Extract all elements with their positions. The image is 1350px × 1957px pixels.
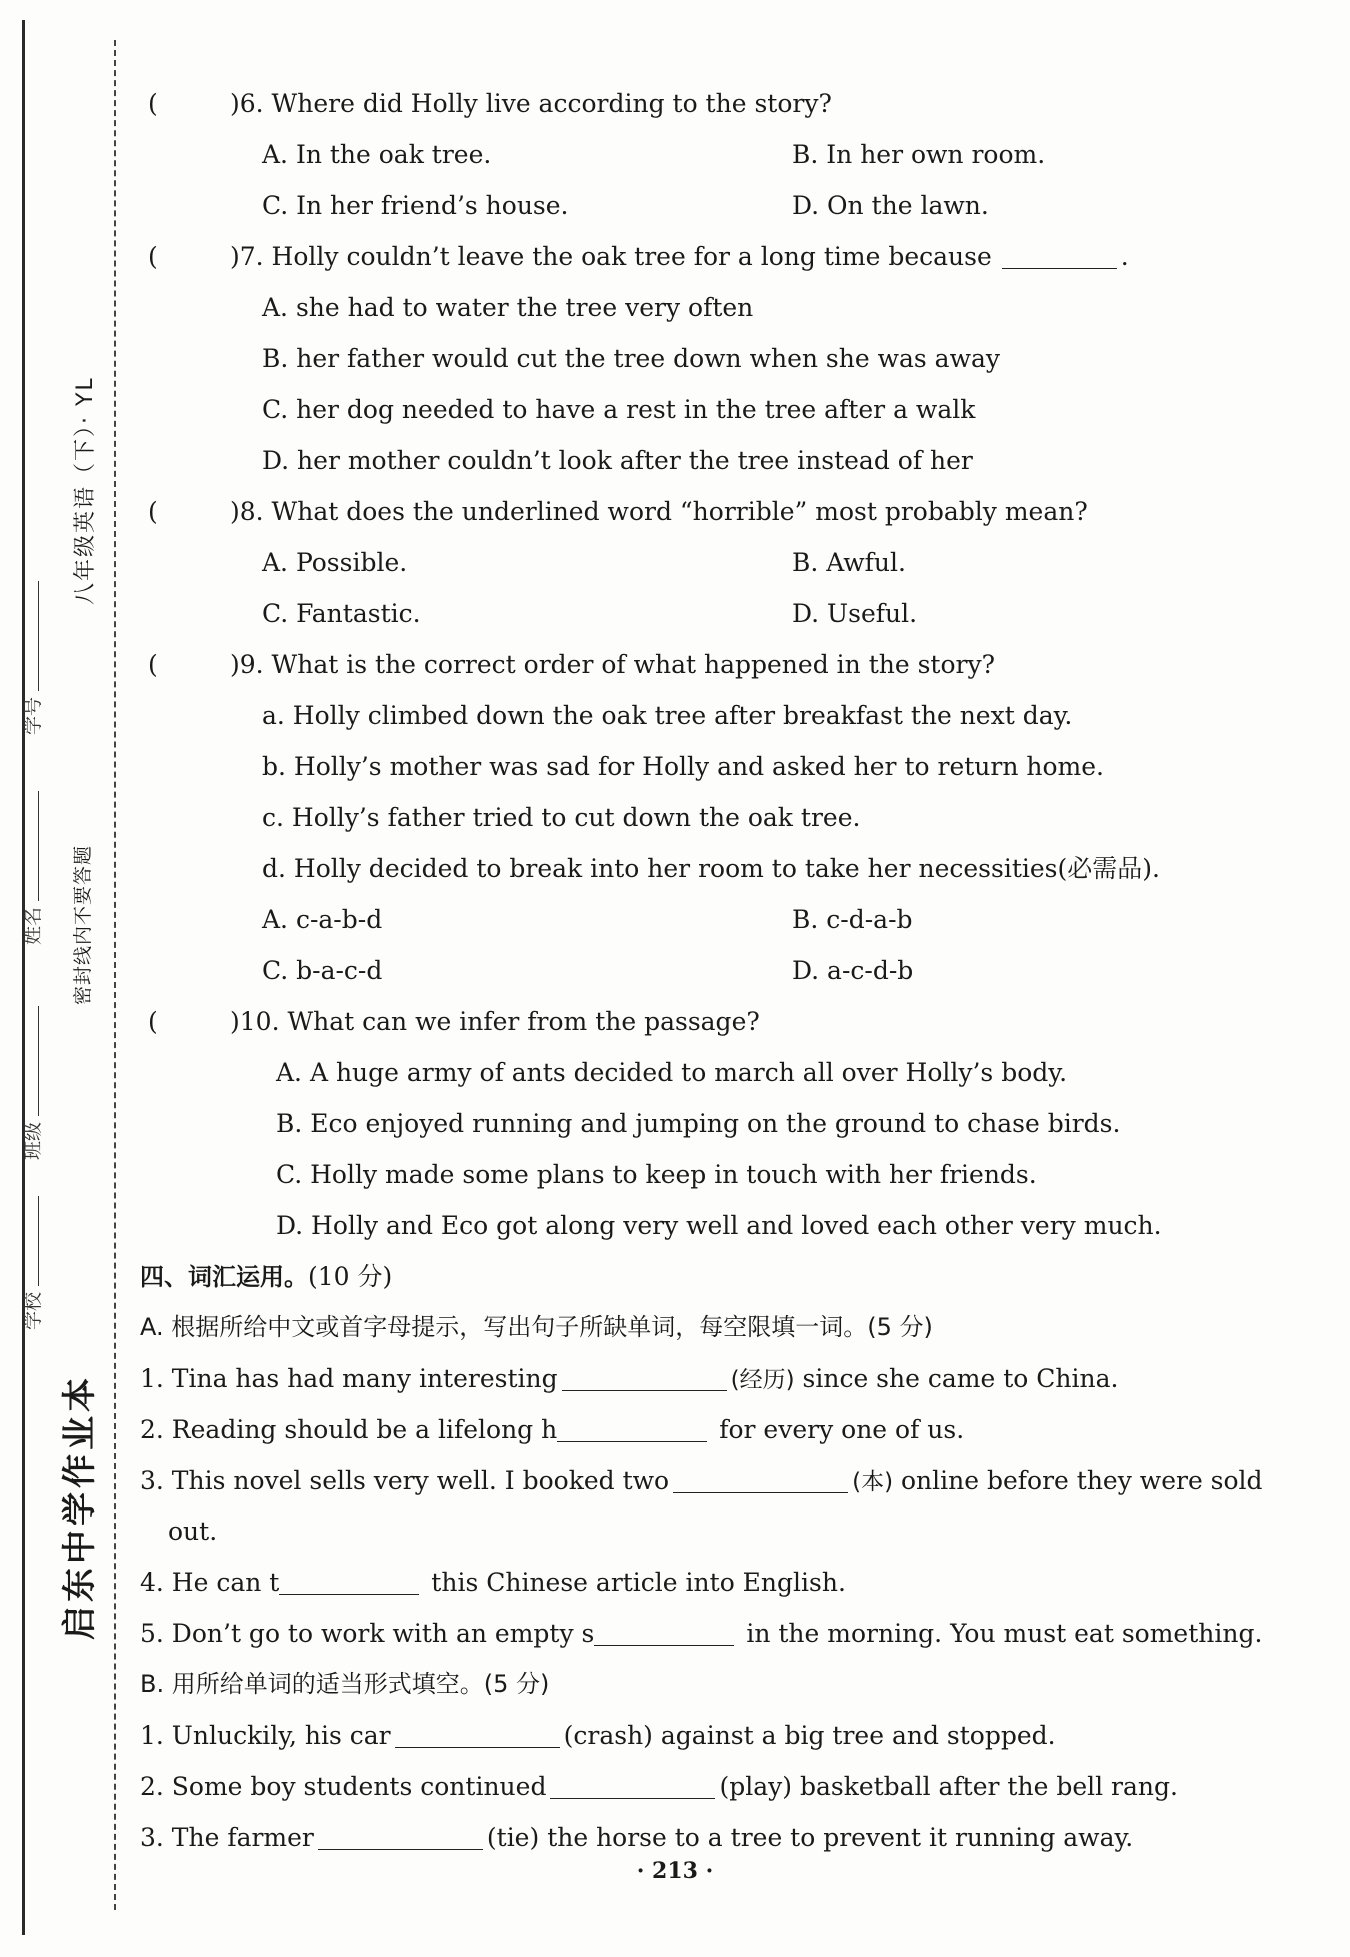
option-a: A. she had to water the tree very often (262, 293, 754, 322)
part-b-item-2 (140, 1761, 1320, 1812)
part-b-item-1 (140, 1710, 1320, 1761)
item-hint: (play) (719, 1772, 792, 1801)
answer-blank[interactable] (1002, 238, 1117, 269)
option-row (140, 894, 1320, 945)
item-hint: (tie) (486, 1823, 540, 1852)
question-stem: )9. What is the correct order of what happened in the story? (230, 650, 995, 679)
item-text: 1. Unluckily, his car (140, 1721, 391, 1750)
item-text: basketball after the bell rang. (799, 1772, 1178, 1801)
page-number: · 213 · (636, 1858, 714, 1884)
series-title: 启东中学作业本 (60, 1374, 100, 1640)
item-text: since she came to China. (802, 1364, 1119, 1393)
item-text: for every one of us. (719, 1415, 965, 1444)
page-content (140, 78, 1320, 1863)
option-row (140, 129, 1320, 180)
option-a: A. In the oak tree. (262, 140, 492, 169)
binding-margin (0, 0, 125, 1957)
field-school (18, 1196, 45, 1330)
part-a-item-5 (140, 1608, 1320, 1659)
option-d: D. On the lawn. (792, 191, 989, 220)
grade-label: 八年级英语（下）· YL (73, 376, 98, 605)
part-a-item-2 (140, 1404, 1320, 1455)
section-score: (10 分) (308, 1262, 393, 1291)
item-text: 2. Reading should be a lifelong h (140, 1415, 558, 1444)
field-class-label: 班级 (22, 1121, 44, 1160)
option-b: B. c-d-a-b (792, 905, 913, 934)
question-10 (140, 996, 1320, 1047)
item-hint: (crash) (563, 1721, 653, 1750)
option-row (140, 537, 1320, 588)
item-text: 1. Tina has had many interesting (140, 1364, 558, 1393)
item-text: 3. This novel sells very well. I booked two (140, 1466, 670, 1495)
field-name-label: 姓名 (22, 906, 44, 945)
part-a-instruction: A. 根据所给中文或首字母提示，写出句子所缺单词，每空限填一词。(5 分) (140, 1313, 933, 1341)
answer-blank[interactable] (550, 1768, 715, 1799)
event-a: a. Holly climbed down the oak tree after breakfast the next day. (262, 701, 1073, 730)
question-7 (140, 231, 1320, 282)
answer-paren[interactable]: ( (148, 497, 158, 526)
option-row (140, 945, 1320, 996)
option-b: B. Awful. (792, 548, 906, 577)
answer-paren[interactable]: ( (148, 242, 158, 271)
answer-blank[interactable] (673, 1462, 848, 1493)
question-stem: )10. What can we infer from the passage? (230, 1007, 760, 1036)
answer-blank[interactable] (395, 1717, 560, 1748)
item-text: against a big tree and stopped. (660, 1721, 1056, 1750)
question-8 (140, 486, 1320, 537)
item-text: in the morning. You must eat something. (746, 1619, 1263, 1648)
item-hint: (经历) (730, 1367, 795, 1393)
answer-blank[interactable] (594, 1615, 734, 1646)
field-name (18, 791, 45, 945)
part-a-item-3 (140, 1455, 1320, 1506)
section-4-heading (140, 1251, 1320, 1302)
item-text: the horse to a tree to prevent it running away. (547, 1823, 1134, 1852)
section-title: 四、词汇运用。 (140, 1263, 308, 1291)
question-6 (140, 78, 1320, 129)
option-b: B. Eco enjoyed running and jumping on the ground to chase birds. (276, 1109, 1121, 1138)
part-a-item-4 (140, 1557, 1320, 1608)
option-a: A. Possible. (262, 548, 408, 577)
item-hint: (本) (852, 1469, 894, 1495)
answer-blank[interactable] (562, 1360, 727, 1391)
part-a-item-1 (140, 1353, 1320, 1404)
part-b-instruction: B. 用所给单词的适当形式填空。(5 分) (140, 1670, 550, 1698)
event-b: b. Holly’s mother was sad for Holly and asked her to return home. (262, 752, 1104, 781)
option-b: B. In her own room. (792, 140, 1046, 169)
seal-notice: 密封线内不要答题 (72, 844, 94, 1005)
answer-blank[interactable] (557, 1411, 707, 1442)
item-text: 3. The farmer (140, 1823, 314, 1852)
option-d: D. her mother couldn’t look after the tree instead of her (262, 446, 973, 475)
part-a-item-3-cont: out. (168, 1517, 218, 1546)
option-c: C. Fantastic. (262, 599, 421, 628)
stem-end: . (1120, 242, 1129, 271)
option-d: D. Useful. (792, 599, 918, 628)
field-class (18, 1006, 45, 1160)
option-row (140, 588, 1320, 639)
event-c: c. Holly’s father tried to cut down the oak tree. (262, 803, 861, 832)
option-b: B. her father would cut the tree down when she was away (262, 344, 1001, 373)
option-a: A. A huge army of ants decided to march all over Holly’s body. (276, 1058, 1068, 1087)
item-text: online before they were sold (901, 1466, 1263, 1495)
item-text: this Chinese article into English. (431, 1568, 846, 1597)
question-stem: )8. What does the underlined word “horrible” most probably mean? (230, 497, 1088, 526)
item-text: 4. He can t (140, 1568, 280, 1597)
question-stem: )6. Where did Holly live according to the story? (230, 89, 832, 118)
option-a: A. c-a-b-d (262, 905, 383, 934)
answer-paren[interactable]: ( (148, 89, 158, 118)
option-c: C. b-a-c-d (262, 956, 383, 985)
option-c: C. her dog needed to have a rest in the tree after a walk (262, 395, 976, 424)
answer-blank[interactable] (279, 1564, 419, 1595)
seal-dashed-line (114, 40, 116, 1910)
answer-paren[interactable]: ( (148, 1007, 158, 1036)
event-d: d. Holly decided to break into her room to take her necessities(必需品). (262, 854, 1160, 883)
option-row (140, 180, 1320, 231)
answer-paren[interactable]: ( (148, 650, 158, 679)
field-number-label: 学号 (22, 696, 44, 735)
question-stem: )7. Holly couldn’t leave the oak tree for a long time because (230, 242, 992, 271)
option-d: D. Holly and Eco got along very well and loved each other very much. (276, 1211, 1162, 1240)
field-school-label: 学校 (22, 1291, 44, 1330)
item-text: 2. Some boy students continued (140, 1772, 547, 1801)
option-c: C. In her friend’s house. (262, 191, 569, 220)
part-b-item-3 (140, 1812, 1320, 1863)
item-text: 5. Don’t go to work with an empty s (140, 1619, 595, 1648)
option-d: D. a-c-d-b (792, 956, 914, 985)
option-c: C. Holly made some plans to keep in touch with her friends. (276, 1160, 1037, 1189)
question-9 (140, 639, 1320, 690)
answer-blank[interactable] (318, 1819, 483, 1850)
binding-solid-line (22, 20, 25, 1935)
field-number (18, 581, 45, 735)
